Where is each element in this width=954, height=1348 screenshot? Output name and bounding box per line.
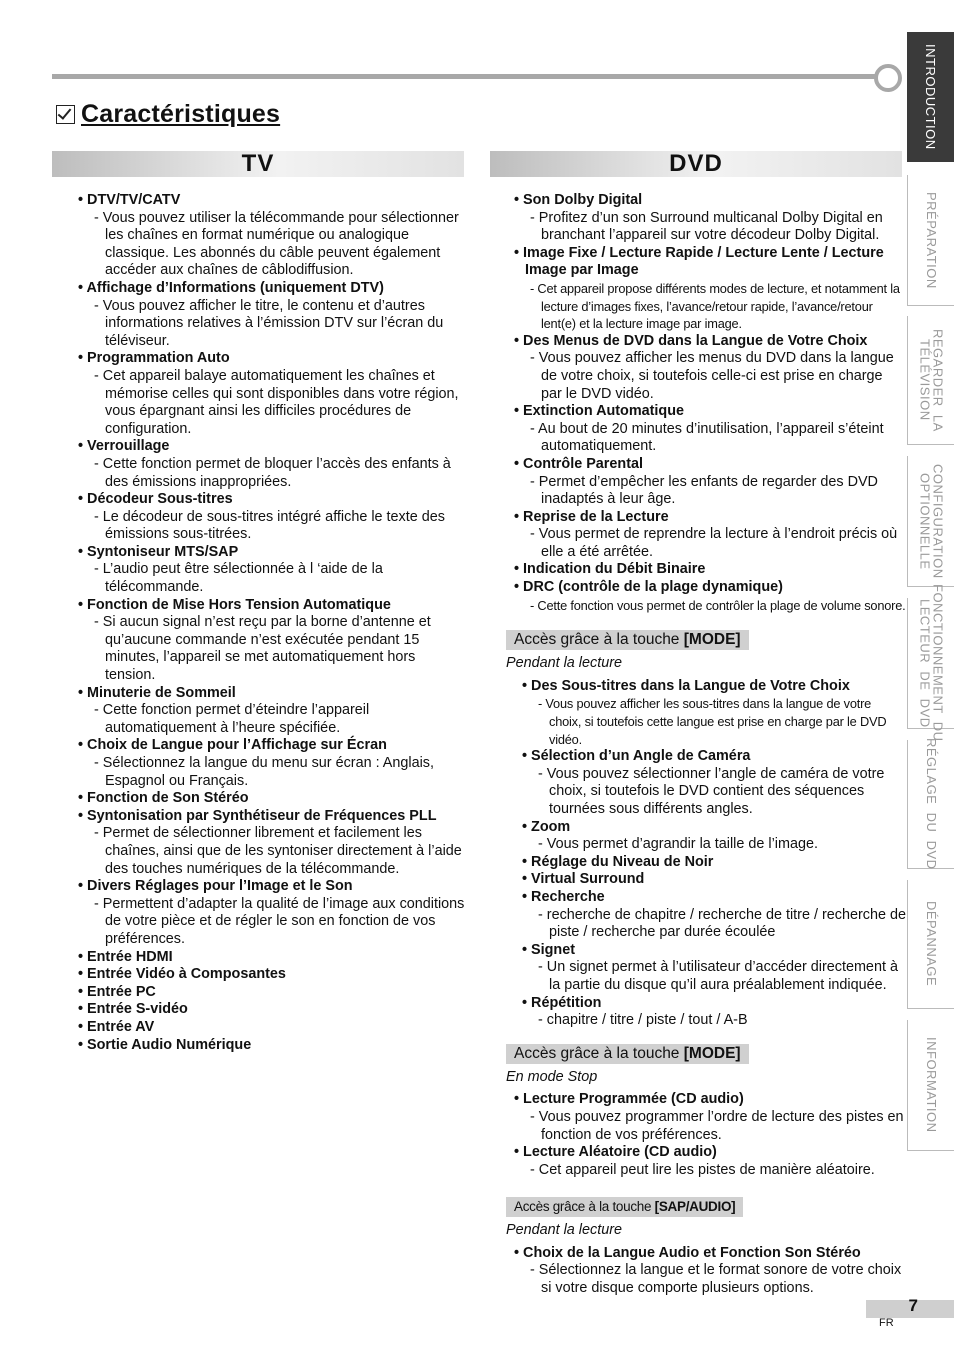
feature-description: - L’audio peut être sélectionnée à l ‘aide de la télécommande. [78,561,468,596]
feature-label: • Extinction Automatique [514,403,906,421]
feature-label: • DTV/TV/CATV [78,192,468,210]
language-code: FR [879,1317,894,1329]
feature-label: • Image Fixe / Lecture Rapide / Lecture Lente / Lecture Image par Image [514,245,906,280]
page-title: Caractéristiques [81,100,281,128]
page-number: 7 [908,1296,918,1315]
sidebar-tab[interactable] [907,175,954,306]
feature-description: - Si aucun signal n’est reçu par la borne d’antenne et qu’aucune commande n’est exécutée pendant 15 minutes, l’appareil se met automatiquement hors tension. [78,614,468,684]
feature-label: • Affichage d’Informations (uniquement DTV) [78,280,468,298]
feature-description: - Vous pouvez sélectionner l’angle de caméra de votre choix, si toutefois le DVD contient des séquences tournées sous différents angles. [522,766,906,819]
feature-label: • Indication du Débit Binaire [514,561,906,579]
dvd-stop-feature-list [514,1091,906,1179]
feature-description: - chapitre / titre / piste / tout / A-B [522,1012,906,1030]
feature-label: • Recherche [522,889,906,907]
feature-label: • Entrée AV [78,1019,468,1037]
feature-description: - Au bout de 20 minutes d’inutilisation, l’appareil s’éteint automatiquement. [514,421,906,456]
feature-label: • DRC (contrôle de la plage dynamique) [514,579,906,597]
feature-label: • Reprise de la Lecture [514,509,906,527]
tv-feature-list [78,192,468,1054]
feature-label: • Décodeur Sous-titres [78,491,468,509]
access-label-mode-1: Accès grâce à la touche [MODE] [506,630,749,650]
feature-description: - Cette fonction permet d’éteindre l’appareil automatiquement à l’heure spécifiée. [78,702,468,737]
feature-label: • Programmation Auto [78,350,468,368]
dvd-column [506,192,906,1298]
feature-label: • Réglage du Niveau de Noir [522,854,906,872]
dvd-heading: DVD [490,151,902,177]
sidebar-tab[interactable] [907,880,954,1009]
feature-label: • Son Dolby Digital [514,192,906,210]
feature-label: • Fonction de Mise Hors Tension Automatique [78,597,468,615]
feature-label: • Divers Réglages pour l’Image et le Son [78,878,468,896]
dvd-audio-feature-list [514,1245,906,1298]
feature-label: • Syntonisation par Synthétiseur de Fréquences PLL [78,808,468,826]
dvd-feature-list [514,192,906,614]
sidebar-tab-label: INTRODUCTION [923,44,938,150]
dvd-mode-feature-list [514,678,906,1030]
feature-label: • Choix de la Langue Audio et Fonction Son Stéréo [514,1245,906,1263]
feature-label: • Minuterie de Sommeil [78,685,468,703]
feature-description: - Vous pouvez afficher les sous-titres dans la langue de votre choix, si toutefois cette langue est prise en charge par le DVD vidéo. [522,695,906,748]
feature-description: - Vous pouvez afficher les menus du DVD dans la langue de votre choix, si toutefois celle-ci est prise en charge par le DVD vidéo. [514,350,906,403]
sidebar-tab[interactable] [907,740,954,869]
feature-description: - Cet appareil balaye automatiquement les chaînes et mémorise celles qui sont disponibles dans votre région, vous épargnant ainsi les difficiles procédures de configuration. [78,368,468,438]
sidebar-tab[interactable] [907,32,954,162]
feature-label: • Sortie Audio Numérique [78,1037,468,1055]
feature-label: • Choix de Langue pour l’Affichage sur Écran [78,737,468,755]
feature-label: • Contrôle Parental [514,456,906,474]
feature-description: - Permet de sélectionner librement et facilement les chaînes, ainsi que de les syntoniser directement à l’aide des touches numériques de la télécommande. [78,825,468,878]
access-label-sap: Accès grâce à la touche [SAP/AUDIO] [506,1197,743,1217]
feature-label: • Virtual Surround [522,871,906,889]
feature-label: • Signet [522,942,906,960]
sidebar-tab[interactable] [907,456,954,587]
feature-description: - Vous permet de reprendre la lecture à l’endroit précis où elle a été arrêtée. [514,526,906,561]
sidebar-tab[interactable] [907,584,954,742]
tv-heading: TV [52,151,464,177]
feature-label: • Zoom [522,819,906,837]
feature-description: - Sélectionnez la langue et le format sonore de votre choix si votre disque comporte plusieurs options. [514,1262,906,1297]
sidebar-tab-label: INFORMATION [924,1037,939,1133]
feature-description: - Cette fonction permet de bloquer l’accès des enfants à des émissions inappropriées. [78,456,468,491]
feature-description: - Le décodeur de sous-titres intégré affiche le texte des émissions sous-titrées. [78,509,468,544]
feature-label: • Sélection d’un Angle de Caméra [522,748,906,766]
feature-description: - Cette fonction vous permet de contrôler la plage de volume sonore. [514,597,906,615]
feature-description: - Vous permet d’agrandir la taille de l’image. [522,836,906,854]
feature-description: - Sélectionnez la langue du menu sur écran : Anglais, Espagnol ou Français. [78,755,468,790]
sidebar-tab-label: RÉGLAGE DU DVD [924,738,939,870]
feature-label: • Entrée S-vidéo [78,1001,468,1019]
feature-label: • Entrée Vidéo à Composantes [78,966,468,984]
feature-description: - Cet appareil peut lire les pistes de manière aléatoire. [514,1162,906,1180]
sidebar-tab-label: CONFIGURATION OPTIONNELLE [917,463,946,579]
feature-description: - Un signet permet à l’utilisateur d’accéder directement à la partie du disque qu’il aura préalablement indiquée. [522,959,906,994]
feature-description: - Cet appareil propose différents modes de lecture, et notamment la lecture d’images fixes, l’avance/retour rapide, l’avance/retour lent(e) et la lecture image par image. [514,280,906,333]
sidebar-tab-label: FONCTIONNEMENT DU LECTEUR DE DVD [917,584,946,742]
feature-description: - Permet d’empêcher les enfants de regarder des DVD inadaptés à leur âge. [514,474,906,509]
header-circle-ornament [874,64,902,92]
sidebar-tab[interactable] [907,1020,954,1151]
context-label: En mode Stop [506,1068,598,1085]
page-title-wrap [56,100,280,129]
feature-label: • Lecture Programmée (CD audio) [514,1091,906,1109]
feature-label: • Verrouillage [78,438,468,456]
sidebar-tab-label: PRÉPARATION [924,191,939,289]
feature-description: - Profitez d’un son Surround multicanal Dolby Digital en branchant l’appareil sur votre décodeur Dolby Digital. [514,210,906,245]
feature-label: • Fonction de Son Stéréo [78,790,468,808]
sidebar-tab-label: REGARDER LA TÉLÉVISION [917,328,946,432]
access-label-mode-2: Accès grâce à la touche [MODE] [506,1044,749,1064]
feature-label: • Répétition [522,995,906,1013]
feature-label: • Des Sous-titres dans la Langue de Votre Choix [522,678,906,696]
feature-label: • Entrée HDMI [78,949,468,967]
sidebar-tab[interactable] [907,316,954,445]
context-label: Pendant la lecture [506,655,623,672]
feature-label: • Entrée PC [78,984,468,1002]
feature-description: - recherche de chapitre / recherche de titre / recherche de piste / recherche par durée écoulée [522,907,906,942]
feature-label: • Lecture Aléatoire (CD audio) [514,1144,906,1162]
feature-label: • Des Menus de DVD dans la Langue de Votre Choix [514,333,906,351]
feature-description: - Permettent d’adapter la qualité de l’image aux conditions de votre pièce et de régler le son en fonction de vos préférences. [78,896,468,949]
context-label: Pendant la lecture [506,1222,623,1239]
feature-description: - Vous pouvez programmer l’ordre de lecture des pistes en fonction de vos préférences. [514,1109,906,1144]
sidebar-tab-label: DÉPANNAGE [924,901,939,987]
feature-label: • Syntoniseur MTS/SAP [78,544,468,562]
header-rule [52,74,878,79]
feature-description: - Vous pouvez utiliser la télécommande pour sélectionner les chaînes en format numérique ou analogique classique. Les abonnés du câble peuvent également accéder aux chaînes de câblodiffusion. [78,210,468,280]
feature-description: - Vous pouvez afficher le titre, le contenu et d’autres informations relatives à l’émission DTV sur l’écran du téléviseur. [78,298,468,351]
checkbox-icon [56,105,75,124]
